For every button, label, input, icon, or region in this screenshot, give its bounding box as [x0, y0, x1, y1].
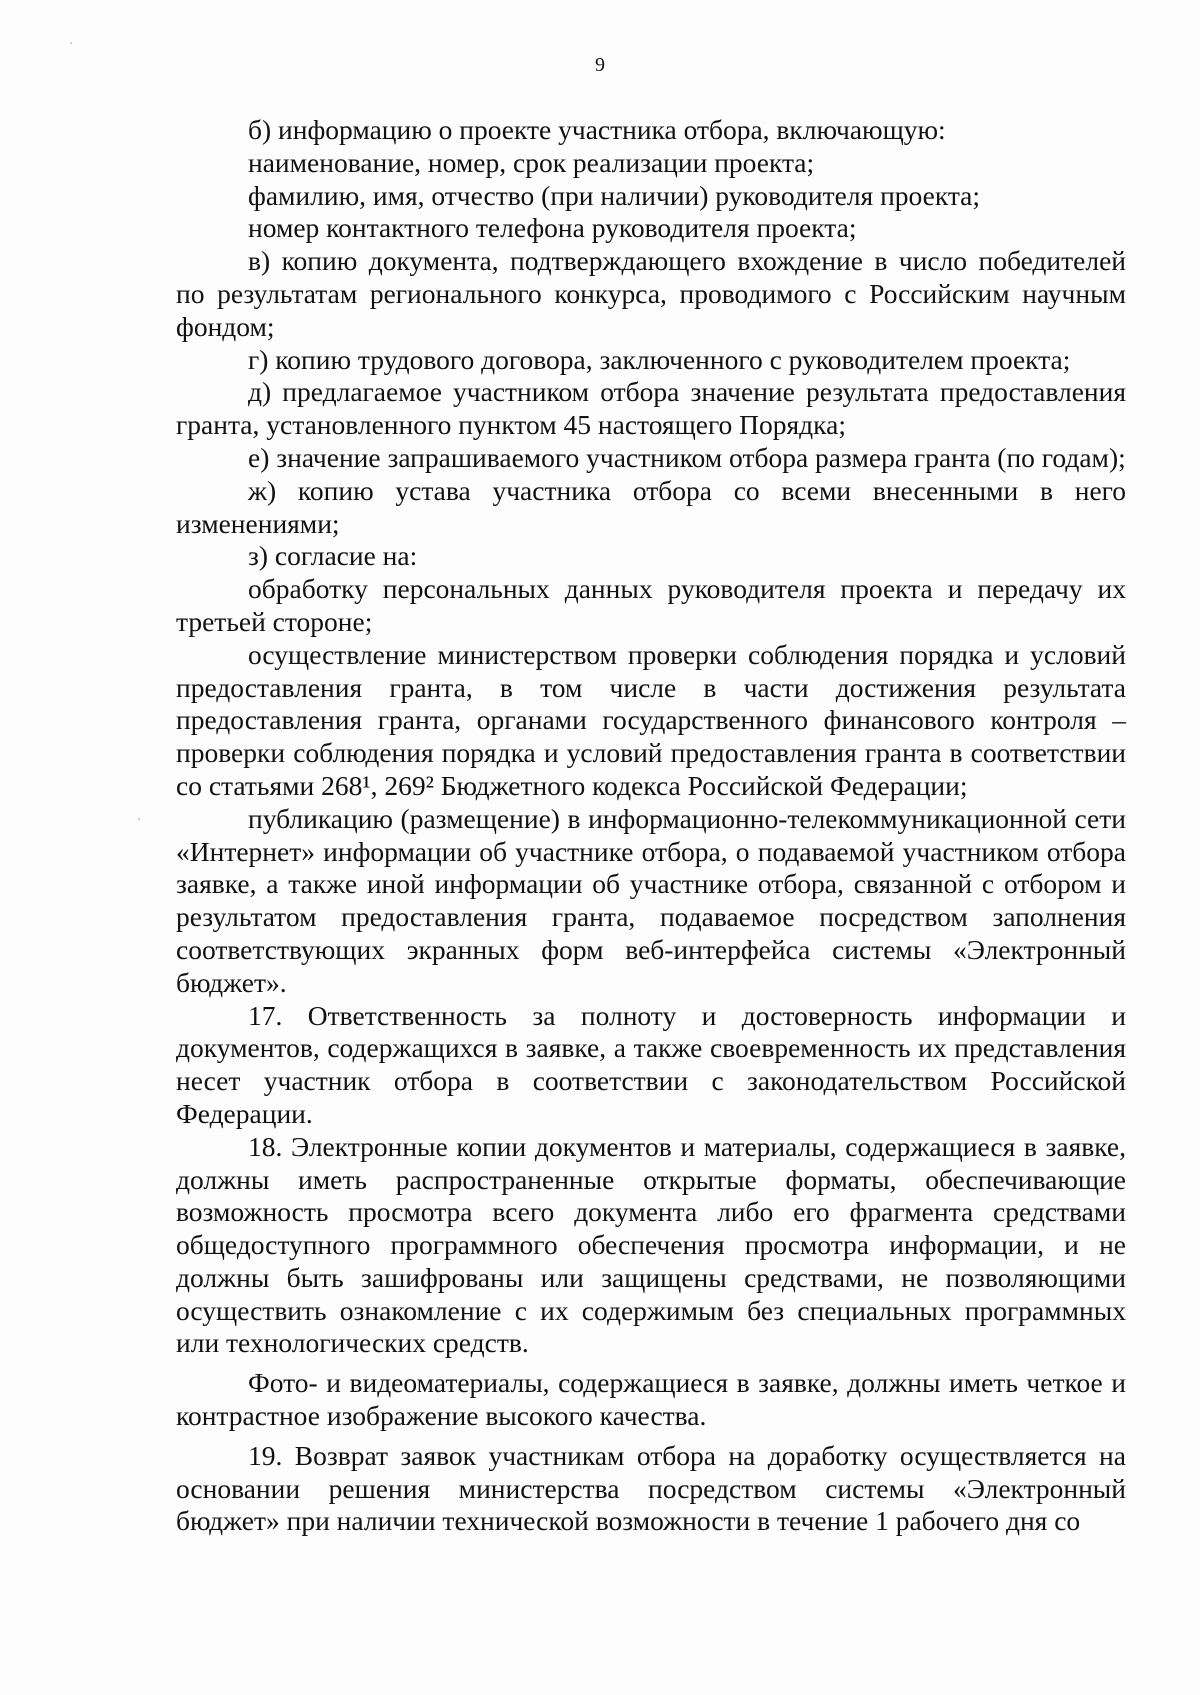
- paragraph: наименование, номер, срок реализации проекта;: [248, 146, 815, 178]
- paragraph: з) согласие на:: [248, 540, 418, 572]
- scan-speck: [138, 818, 140, 820]
- paragraph: б) информацию о проекте участника отбора, включающую:: [248, 114, 946, 145]
- paragraph: д) предлагаемое участником отбора значение результата предоставления гранта, установленного пунктом 45 настоящего Порядка;: [176, 376, 1126, 441]
- paragraph: публикацию (размещение) в информационно-телекоммуникационной сети «Интернет» информации об участнике отбора, о подаваемой участником отбора заявке, а также иной информации об участнике отбора, связанной с отбором и результатом предоставления гранта, подаваемое посредством заполнения соответствующих экранных форм веб-интерфейса системы «Электронный бюджет».: [176, 802, 1126, 998]
- page-number: 9: [595, 54, 605, 76]
- document-body: [176, 114, 1126, 1538]
- paragraph: в) копию документа, подтверждающего вхождение в число победителей по результатам регионального конкурса, проводимого с Российским научным фондом;: [176, 245, 1126, 342]
- paragraph: обработку персональных данных руководителя проекта и передачу их третьей стороне;: [176, 573, 1126, 637]
- paragraph: Фото- и видеоматериалы, содержащиеся в заявке, должны иметь четкое и контрастное изображение высокого качества.: [176, 1367, 1126, 1432]
- paragraph: е) значение запрашиваемого участником отбора размера гранта (по годам);: [248, 441, 1126, 473]
- paragraph: ж) копию устава участника отбора со всеми внесенными в него изменениями;: [176, 474, 1126, 539]
- paragraph: осуществление министерством проверки соблюдения порядка и условий предоставления гранта, в том числе в части достижения результата предоставления гранта, органами государственного финансового контроля – проверки соблюдения порядка и условий предоставления гранта в соответствии со статьями 268¹, 269² Бюджетного кодекса Российской Федерации;: [176, 638, 1126, 801]
- scan-speck: [70, 42, 72, 44]
- paragraph: номер контактного телефона руководителя проекта;: [248, 212, 857, 244]
- paragraph: г) копию трудового договора, заключенного с руководителем проекта;: [248, 343, 1071, 375]
- paragraph: 19. Возврат заявок участникам отбора на доработку осуществляется на основании решения министерства посредством системы «Электронный бюджет» при наличии технической возможности в течение 1 рабочего дня со: [176, 1439, 1126, 1537]
- paragraph: 18. Электронные копии документов и материалы, содержащиеся в заявке, должны иметь распространенные открытые форматы, обеспечивающие возможность просмотра всего документа либо его фрагмента средствами общедоступного программного обеспечения просмотра информации, и не должны быть зашифрованы или защищены средствами, не позволяющими осуществить ознакомление с их содержимым без специальных программных или технологических средств.: [176, 1130, 1126, 1359]
- paragraph: фамилию, имя, отчество (при наличии) руководителя проекта;: [248, 179, 981, 211]
- paragraph: 17. Ответственность за полноту и достоверность информации и документов, содержащихся в заявке, а также своевременность их представления несет участник отбора в соответствии с законодательством Российской Федерации.: [176, 999, 1126, 1129]
